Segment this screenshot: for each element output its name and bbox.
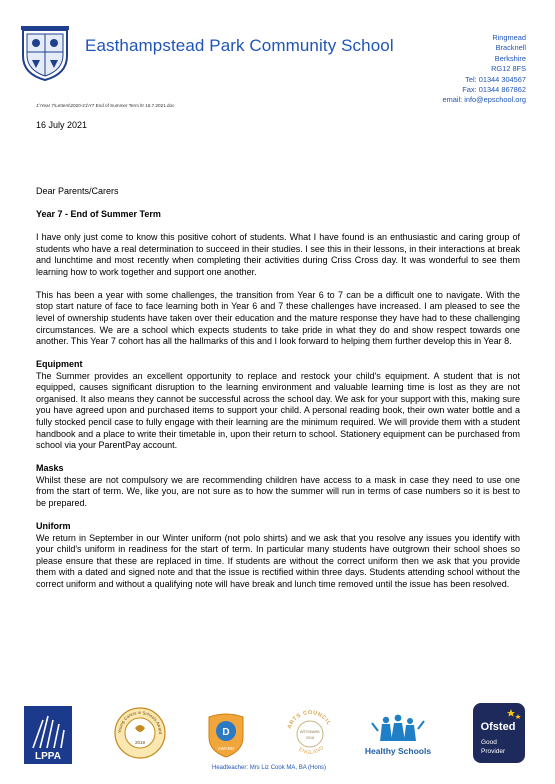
ofsted-good-provider-logo: [473, 703, 525, 763]
file-reference: J:\Year 7\Letters\2020-21\Y7 End of Summer Term ltr 16.7.2021.doc: [36, 103, 175, 108]
headteacher-line: Headteacher: Mrs Liz Cook MA, BA (Hons): [212, 765, 327, 771]
lppa-logo: [24, 706, 72, 764]
healthy-schools-text: Healthy Schools: [364, 746, 432, 756]
paragraph: The Summer provides an excellent opportunity to replace and restock your child's equipment. A student that is not equipped, causes significant disruption to the learning environment and valuable learning time is lost as they are not organised. It also means they cannot be successful across the school day. We ask for your support with this, making sure you have agreed upon and purchased items to support your child. A personal reading book, their own water bottle and a fully stocked pencil case to fully engage with their learning are the minimum required. We will provide them with a student handbook and a place to write their timetable in, upon their return to school. Stationery equipment can be purchased from school via your ParentPay account.: [36, 370, 520, 451]
lppa-text: LPPA: [35, 751, 61, 762]
section-heading-equipment: Equipment: [36, 359, 83, 370]
award-ring-text: Young Carers in Schools Award: [116, 709, 164, 735]
email-line: email: info@epschool.org: [442, 95, 526, 105]
letter-subject: Year 7 - End of Summer Term: [36, 208, 161, 219]
paragraph: We return in September in our Winter uniform (not polo shirts) and we ask that you resolve any issues you identify with your child's uniform in readiness for the start of term. In particular many students have outgrown their school shoes so please ensure that these are replaced in time. If students are without the correct uniform then we ask that you provide them with a dated and signed note and that the issue is rectified within three days. Students attending school without the correct uniform and without a qualifying note will have break and lunch time removed until the issue has been resolved.: [36, 532, 520, 589]
svg-text:D: D: [222, 727, 230, 738]
young-carers-award-logo: [113, 704, 167, 762]
artsmark-text: ARTSMARK: [300, 730, 320, 734]
paragraph: This has been a year with some challenges, the transition from Year 6 to 7 can be a difficult one to navigate. With the stop start nature of face to face learning both in Year 6 and 7 these challenges have increased. I am pleased to see the level of ownership students have taken over their education and the mature response they have had to these challenging circumstances. We are a school which expects students to take pride in what they do and show respect towards one another. This Year 7 cohort has all the hallmarks of this and I look forward to helping them further develop this in Year 8.: [36, 289, 520, 347]
healthy-schools-logo: [362, 711, 434, 759]
ofsted-grade: Good: [481, 739, 497, 746]
paragraph: I have only just come to know this positive cohort of students. What I have found is an enthusiastic and caring group of students who have a real determination to succeed in their studies. I see this in their lessons, in their interactions at break and lunchtime and most recently when completing their activities during Criss Cross day. It was wonderful to see them learning how to work together and support one another.: [36, 231, 520, 277]
address-line: Bracknell: [495, 43, 526, 53]
school-name: Easthampstead Park Community School: [85, 36, 394, 55]
fax-line: Fax: 01344 867862: [462, 85, 526, 95]
arts-council-text: ARTS COUNCIL: [286, 709, 332, 730]
address-line: Ringmead: [492, 33, 526, 42]
phone-line: Tel: 01344 304567: [465, 74, 526, 84]
address-line: Berkshire: [494, 53, 526, 63]
arts-england-text: ENGLAND: [297, 744, 326, 757]
address-line: RG12 8FS: [491, 64, 526, 74]
artsmark-year: 2018: [306, 736, 314, 740]
dd-award-text: AWARD: [217, 746, 235, 751]
letter-body: [36, 186, 520, 591]
award-year: 2018: [134, 740, 146, 745]
arts-council-artsmark-logo: [282, 704, 338, 764]
section-heading-masks: Masks: [36, 463, 64, 474]
school-crest-logo: [20, 26, 70, 82]
section-heading-uniform: Uniform: [36, 521, 71, 531]
dd-award-logo: [205, 711, 247, 759]
ofsted-sub: Provider: [481, 748, 506, 755]
letter-date: 16 July 2021: [36, 120, 88, 130]
ofsted-title: Ofsted: [480, 721, 516, 733]
salutation: Dear Parents/Carers: [36, 186, 119, 196]
school-address: [442, 33, 526, 106]
paragraph: Whilst these are not compulsory we are recommending children have access to a mask in case they need to use one from the start of term. We, like you, are not sure as to how the summer will run in terms of case numbers so it is best to be prepared.: [36, 474, 520, 509]
